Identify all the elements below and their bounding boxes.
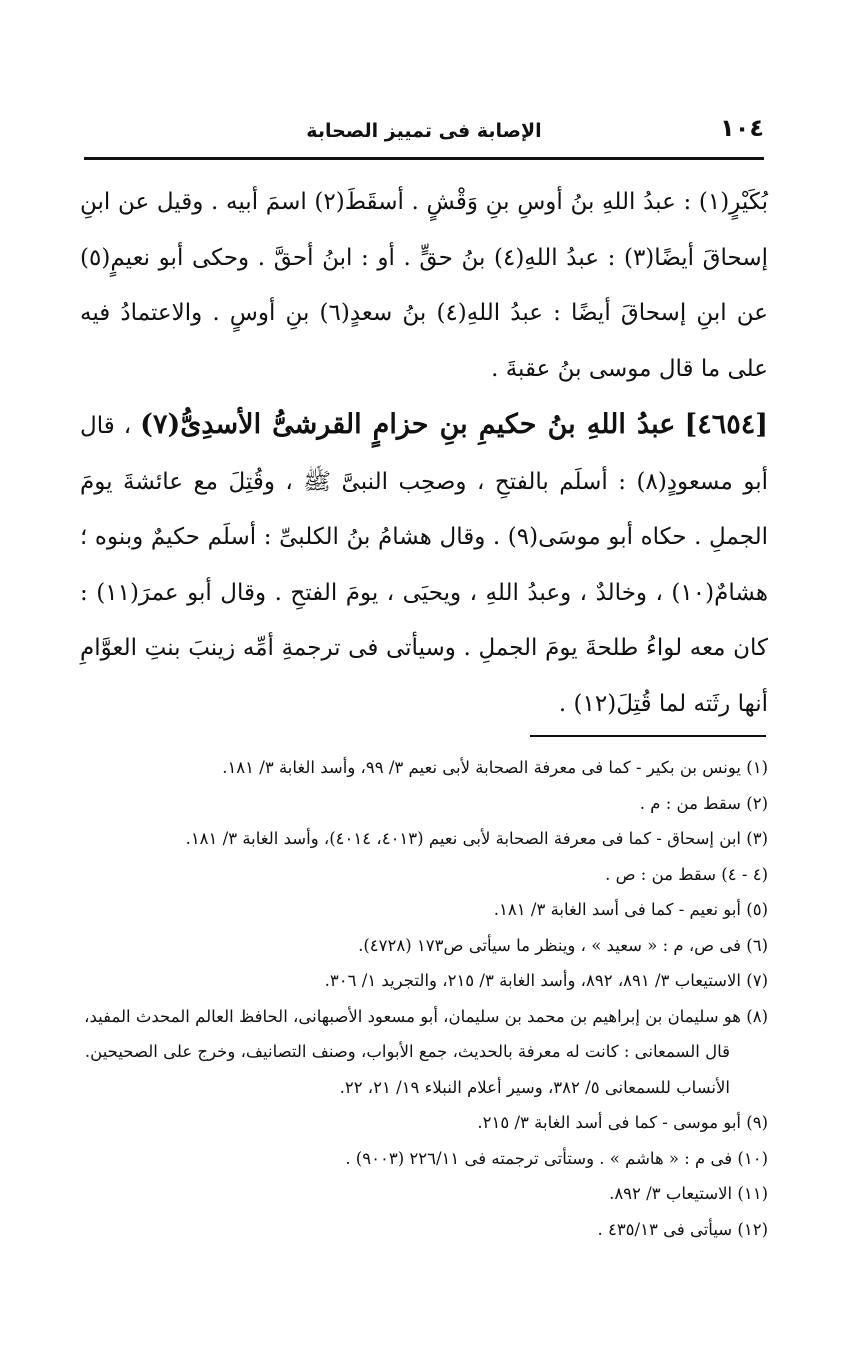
footnote-8: (٨) هو سليمان بن إبراهيم بن محمد بن سليمان، أبو مسعود الأصبهانى، الحافظ العالم المحدث المفيد، قال السمعانى : كانت له معرفة بالحديث، جمع الأبواب، وصنف التصانيف، وخرج على الصحيحين. الأنساب للسمعانى ٥/ ٣٨٢، وسير أعلام النبلاء ١٩/ ٢١، ٢٢. xyxy=(84,1006,768,1097)
footnote-3: (٣) ابن إسحاق - كما فى معرفة الصحابة لأبى نعيم (٤٠١٣، ٤٠١٤)، وأسد الغابة ٣/ ١٨١. xyxy=(185,829,768,848)
footnote-6: (٦) فى ص، م : « سعيد » ، وينظر ما سيأتى ص١٧٣ (٤٧٢٨). xyxy=(358,935,768,955)
page-header xyxy=(84,110,764,150)
entry-text: ، قال أبو مسعودٍ(٨) : أسلَم بالفتحِ ، وصحِب النبىَّ ﷺ ، وقُتِلَ مع عائشةَ يومَ الجملِ . حكاه أبو موسَى(٩) . وقال هشامُ بنُ الكلبىِّ : أسلَم حكيمٌ وبنوه ؛ هشامٌ(١٠) ، وخالدٌ ، وعبدُ اللهِ ، ويحيَى ، يومَ الفتحِ . وقال أبو عمرَ(١١) : كان معه لواءُ طلحةَ يومَ الجملِ . وسيأتى فى ترجمةِ أمِّه زينبَ بنتِ العوَّامِ أنها رثَته لما قُتِلَ(١٢) . xyxy=(80,413,769,717)
footnote-9: (٩) أبو موسى - كما فى أسد الغابة ٣/ ٢١٥. xyxy=(477,1113,768,1132)
main-text xyxy=(80,175,768,732)
footnote-12: (١٢) سيأتى فى ٤٣٥/١٣ . xyxy=(597,1219,768,1239)
footnote-7: (٧) الاستيعاب ٣/ ٨٩١، ٨٩٢، وأسد الغابة ٣/ ٢١٥، والتجريد ١/ ٣٠٦. xyxy=(324,971,768,990)
header-divider xyxy=(84,157,764,160)
footnote-4: (٤ - ٤) سقط من : ص . xyxy=(605,864,768,884)
footnote-divider xyxy=(530,735,766,737)
entry-number: [٤٦٥٤] xyxy=(684,409,769,440)
running-title: الإصابة فى تمييز الصحابة xyxy=(306,120,542,142)
footnote-1: (١) يونس بن بكير - كما فى معرفة الصحابة لأبى نعيم ٣/ ٩٩، وأسد الغابة ٣/ ١٨١. xyxy=(222,758,768,777)
footnote-11: (١١) الاستيعاب ٣/ ٨٩٢. xyxy=(609,1184,768,1203)
footnote-2: (٢) سقط من : م . xyxy=(639,793,768,813)
biography-entry xyxy=(80,397,768,732)
footnote-5: (٥) أبو نعيم - كما فى أسد الغابة ٣/ ١٨١. xyxy=(493,900,768,919)
footnotes xyxy=(84,750,768,1247)
page-number: ١٠٤ xyxy=(720,114,764,142)
paragraph-continuation: بُكَيْرٍ(١) : عبدُ اللهِ بنُ أوسِ بنِ وَقْشٍ . أسقَطَ(٢) اسمَ أبيه . وقيل عن ابنِ إسحاقَ أيضًا(٣) : عبدُ اللهِ(٤) بنُ حقٍّ . أو : ابنُ أحقَّ . وحكى أبو نعيمٍ(٥) عن ابنِ إسحاقَ أيضًا : عبدُ اللهِ(٤) بنُ سعدٍ(٦) بنِ أوسٍ . والاعتمادُ فيه على ما قال موسى بنُ عقبةَ . xyxy=(80,189,769,382)
footnote-10: (١٠) فى م : « هاشم » . وستأتى ترجمته فى ٢٢٦/١١ (٩٠٠٣) . xyxy=(345,1148,768,1168)
entry-heading: عبدُ اللهِ بنُ حكيمِ بنِ حزامٍ القرشىُّ الأسدِىُّ(٧) xyxy=(140,409,676,440)
